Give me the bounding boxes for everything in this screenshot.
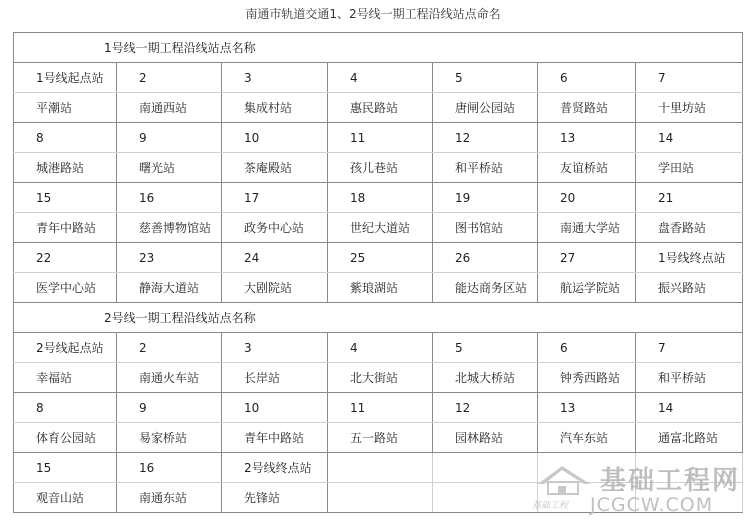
- watermark-small: 基础工程: [532, 501, 569, 511]
- station-number-cell: 8: [14, 123, 117, 153]
- station-number-cell: 11: [328, 393, 433, 423]
- station-name-cell: 五一路站: [328, 423, 433, 453]
- station-number-cell: 6: [538, 63, 636, 93]
- station-number-cell: 7: [636, 333, 743, 363]
- line2-heading: 2号线一期工程沿线站点名称: [14, 303, 743, 333]
- line2-name-row: [14, 363, 743, 393]
- line1-heading: 1号线一期工程沿线站点名称: [14, 33, 743, 63]
- station-name-cell: [433, 483, 538, 513]
- line1-name-row: [14, 93, 743, 123]
- station-number-cell: 10: [222, 393, 328, 423]
- station-number-cell: 23: [117, 243, 222, 273]
- station-name-cell: 集成村站: [222, 93, 328, 123]
- station-number-cell: 1号线起点站: [14, 63, 117, 93]
- station-name-cell: 观音山站: [14, 483, 117, 513]
- station-name-cell: 慈善博物馆站: [117, 213, 222, 243]
- station-number-cell: [636, 453, 743, 483]
- station-number-cell: 6: [538, 333, 636, 363]
- station-table: [13, 32, 743, 513]
- station-name-cell: 北大街站: [328, 363, 433, 393]
- line1-name-row: [14, 213, 743, 243]
- station-name-cell: 盘香路站: [636, 213, 743, 243]
- station-name-cell: 紫琅湖站: [328, 273, 433, 303]
- line1-number-row: [14, 183, 743, 213]
- watermark-en: JCGCW.COM: [590, 494, 714, 516]
- station-number-cell: 19: [433, 183, 538, 213]
- station-number-cell: 14: [636, 123, 743, 153]
- line2-name-row: [14, 423, 743, 453]
- station-name-cell: 园林路站: [433, 423, 538, 453]
- station-number-cell: 24: [222, 243, 328, 273]
- station-number-cell: 2: [117, 63, 222, 93]
- station-number-cell: 26: [433, 243, 538, 273]
- line1-number-row: [14, 243, 743, 273]
- station-name-cell: 幸福站: [14, 363, 117, 393]
- station-number-cell: 13: [538, 393, 636, 423]
- line1-number-row: [14, 123, 743, 153]
- station-name-cell: 南通火车站: [117, 363, 222, 393]
- station-number-cell: [538, 453, 636, 483]
- station-number-cell: 2: [117, 333, 222, 363]
- station-name-cell: 北城大桥站: [433, 363, 538, 393]
- station-number-cell: 11: [328, 123, 433, 153]
- station-name-cell: 惠民路站: [328, 93, 433, 123]
- station-number-cell: 5: [433, 333, 538, 363]
- station-number-cell: 18: [328, 183, 433, 213]
- watermark-cn: 基础工程网: [600, 466, 741, 496]
- station-number-cell: 1号线终点站: [636, 243, 743, 273]
- station-name-cell: 大剧院站: [222, 273, 328, 303]
- station-number-cell: 13: [538, 123, 636, 153]
- station-number-cell: 9: [117, 393, 222, 423]
- station-number-cell: 20: [538, 183, 636, 213]
- station-name-cell: 汽车东站: [538, 423, 636, 453]
- station-number-cell: 8: [14, 393, 117, 423]
- station-name-cell: 和平桥站: [636, 363, 743, 393]
- station-name-cell: 钟秀西路站: [538, 363, 636, 393]
- station-number-cell: 9: [117, 123, 222, 153]
- station-number-cell: 16: [117, 183, 222, 213]
- station-number-cell: 10: [222, 123, 328, 153]
- station-number-cell: 4: [328, 63, 433, 93]
- station-number-cell: 15: [14, 453, 117, 483]
- line1-heading-row: [14, 33, 743, 63]
- station-name-cell: 十里坊站: [636, 93, 743, 123]
- station-name-cell: 青年中路站: [14, 213, 117, 243]
- station-name-cell: 政务中心站: [222, 213, 328, 243]
- station-name-cell: 南通东站: [117, 483, 222, 513]
- station-number-cell: 5: [433, 63, 538, 93]
- station-name-cell: 和平桥站: [433, 153, 538, 183]
- station-number-cell: 12: [433, 123, 538, 153]
- station-name-cell: 能达商务区站: [433, 273, 538, 303]
- station-number-cell: 27: [538, 243, 636, 273]
- station-name-cell: 青年中路站: [222, 423, 328, 453]
- station-name-cell: 图书馆站: [433, 213, 538, 243]
- page-title: 南通市轨道交通1、2号线一期工程沿线站点命名: [245, 7, 501, 21]
- station-number-cell: 3: [222, 333, 328, 363]
- line1-name-row: [14, 273, 743, 303]
- station-name-cell: [538, 483, 636, 513]
- station-name-cell: 南通西站: [117, 93, 222, 123]
- line2-name-row: [14, 483, 743, 513]
- station-name-cell: 通富北路站: [636, 423, 743, 453]
- station-name-cell: 长岸站: [222, 363, 328, 393]
- station-name-cell: 平潮站: [14, 93, 117, 123]
- station-number-cell: [433, 453, 538, 483]
- station-number-cell: 7: [636, 63, 743, 93]
- station-name-cell: 茶庵殿站: [222, 153, 328, 183]
- station-name-cell: 学田站: [636, 153, 743, 183]
- station-number-cell: 22: [14, 243, 117, 273]
- station-name-cell: 医学中心站: [14, 273, 117, 303]
- station-number-cell: 15: [14, 183, 117, 213]
- line2-number-row: [14, 393, 743, 423]
- station-name-cell: 静海大道站: [117, 273, 222, 303]
- station-number-cell: 2号线起点站: [14, 333, 117, 363]
- station-name-cell: 易家桥站: [117, 423, 222, 453]
- line2-stations: [14, 333, 743, 513]
- line2-number-row: [14, 453, 743, 483]
- station-name-cell: 南通大学站: [538, 213, 636, 243]
- station-name-cell: 孩儿巷站: [328, 153, 433, 183]
- station-number-cell: 2号线终点站: [222, 453, 328, 483]
- station-name-cell: 唐闸公园站: [433, 93, 538, 123]
- line1-stations: [14, 63, 743, 303]
- station-name-cell: [328, 483, 433, 513]
- station-name-cell: 振兴路站: [636, 273, 743, 303]
- station-name-cell: 世纪大道站: [328, 213, 433, 243]
- line2-number-row: [14, 333, 743, 363]
- station-name-cell: 体育公园站: [14, 423, 117, 453]
- station-name-cell: 友谊桥站: [538, 153, 636, 183]
- line1-number-row: [14, 63, 743, 93]
- station-name-cell: 城港路站: [14, 153, 117, 183]
- line2-heading-row: [14, 303, 743, 333]
- station-name-cell: 曙光站: [117, 153, 222, 183]
- station-number-cell: 25: [328, 243, 433, 273]
- station-number-cell: 16: [117, 453, 222, 483]
- station-number-cell: 14: [636, 393, 743, 423]
- station-number-cell: 4: [328, 333, 433, 363]
- station-number-cell: 17: [222, 183, 328, 213]
- line1-name-row: [14, 153, 743, 183]
- station-number-cell: 3: [222, 63, 328, 93]
- station-name-cell: 航运学院站: [538, 273, 636, 303]
- station-number-cell: 12: [433, 393, 538, 423]
- station-name-cell: 普贤路站: [538, 93, 636, 123]
- station-name-cell: [636, 483, 743, 513]
- station-number-cell: 21: [636, 183, 743, 213]
- station-number-cell: [328, 453, 433, 483]
- station-name-cell: 先锋站: [222, 483, 328, 513]
